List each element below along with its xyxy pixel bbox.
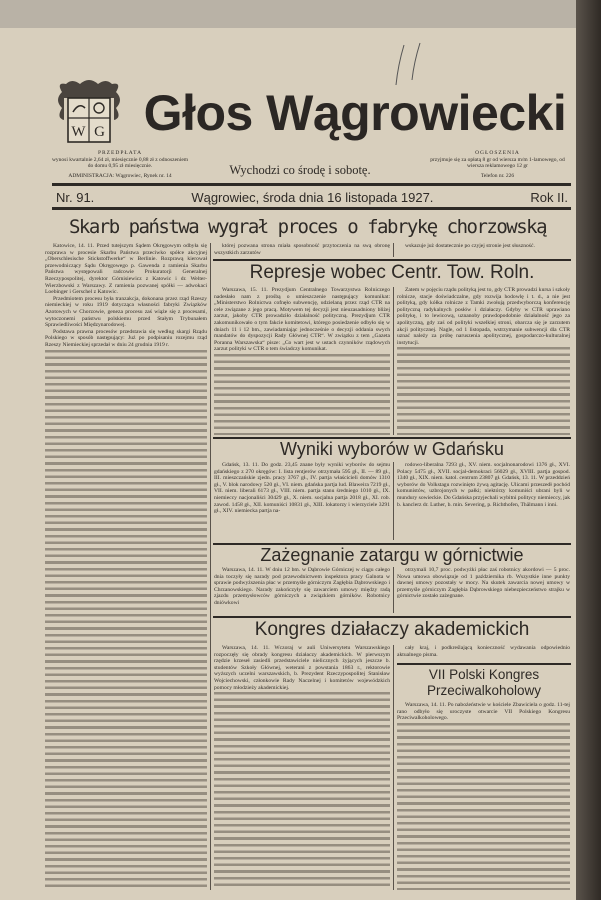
article-paragraph: Podstawa prawna procesów przedstawia się według skargi Rządu Polskiego w sposób następujący: Już po podpisaniu rozejmu rząd Rzeszy Niemieckiej sprzedał w dniu 24 grudnia 1919 r. bbox=[45, 328, 207, 348]
headline-skarb: Skarb państwa wygrał proces o fabrykę chorzowską bbox=[68, 216, 547, 238]
article-paragraph: otrzymali 10,7 proc. podwyżki płac zaś robotnicy akordowi — 5 proc. Nowa umowa obowiązuje od 1 października rb. Wszystkie inne punkty dawnej umowy pozostały w mocy. Na skutek zawarcia nowej umowy w przemyśle górniczym Zagłębia Dąbrowskiego niebezpieczeństwo strajku w górnictwie zostało zażegnane. bbox=[397, 567, 570, 600]
svg-text:W: W bbox=[71, 124, 86, 140]
administration-address: ADMINISTRACJA: Wągrowiec, Rynek nr. 14 bbox=[68, 172, 172, 179]
column-divider bbox=[393, 462, 394, 540]
publication-frequency: Wychodzi co środę i sobotę. bbox=[229, 163, 371, 177]
illegible-text bbox=[397, 723, 570, 890]
article-alkohol-column bbox=[397, 702, 570, 890]
article-paragraph: Przedmiotem procesu była tranzakcja, dokonana przez rząd Rzeszy niemieckiej w roku 1919 dotycząca własności fabryki Związków Azotowych w Chorzowie, geneza procesu zaś wiąże się z procesami, wytoczonemi państwu polskiemu przed Stałym Trybunałem Sprawiedliwości Międzynarodowej. bbox=[45, 295, 207, 329]
issue-place-date: Wągrowiec, środa dnia 16 listopada 1927. bbox=[191, 190, 434, 205]
ads-text: przyjmuje się za opłatą 8 gr od wiersza m/m 1-lamowego, od wiersza reklamowego 12 gr bbox=[430, 156, 565, 169]
scan-right-edge bbox=[576, 0, 601, 900]
issue-line bbox=[56, 190, 568, 205]
illegible-text bbox=[214, 692, 390, 890]
article-kongres-col2 bbox=[397, 645, 570, 659]
article-skarb-continuation bbox=[397, 243, 570, 257]
article-wyniki-col1 bbox=[214, 462, 390, 540]
article-wyniki-col2 bbox=[397, 462, 570, 540]
article-zazegnanie-col1 bbox=[214, 567, 390, 613]
issue-rule bbox=[52, 207, 571, 210]
town-crest-logo bbox=[54, 78, 124, 144]
article-paragraph: Zatem w pojęciu rządu polityką jest to, gdy CTR prowadzi kursa i szkoły rolnicze, stacje doświadczalne, gdy rozwija hodowlę i t. d., a nie jest polityką, gdy kółka rolnicze z Tamki zwołują przedwyborczą konferencję polityczną radykalnych posłów i działaczy. Gdyby w CTR uprawiano politykę, i to lewicową, uznanoby prawdopodobnie działalność jego za apolityczną, gdy zaś od polityki wszelkiej stroni, obarcza się je zarzutem akcji politycznej. Nagle, od 1 listopada, wstrzymanie subwencji dla CTR uznać należy za próbę naruszenia apolitycznej, gospodarczo-kulturalnej instytucji. bbox=[397, 287, 570, 346]
article-represje-col2 bbox=[397, 287, 570, 435]
phone-number: Telefon nr. 226 bbox=[480, 172, 515, 179]
section-rule bbox=[397, 663, 571, 665]
column-divider bbox=[210, 243, 211, 890]
article-paragraph: Katowice, 14. 11. Przed tutejszym Sądem Okręgowym odbyła się rozprawa w procesie Skarbu Państwa przeciwko spółce akcyjnej „Oberschlesische Stickstoffwerke“ w Berlinie. Rozprawą kierował przewodniczący Sądu Okręgowego p. Gawenda z ramienia Skarbu Państwa występowali radcowie Prokuratorji Generalnej Rzeczypospolitej, dyrektor Górnisiewicz z Katowic i dr. Welter-Wierzbowski z Warszawy. Z ramienia pozwanej spółki — adwokaci Loebinger i Gerschel z Katowic. bbox=[45, 243, 207, 296]
illegible-text bbox=[214, 354, 390, 435]
illegible-text bbox=[397, 347, 570, 435]
article-paragraph: Gdańsk, 13. 11. Do godz. 23,45 znane były wyniki wyborów do sejmu gdańskiego z 270 okręgów: I. lista rentjerów otrzymała 595 gł., II. — 89 gł., III. mieszczańskie zjedn. pracy 3767 gł., IV. partja właścicieli domów 1310 gł., V. blok narodowy 520 gł., VI. niem. gdańska partja lud. Blaweira 7219 gł., VII. niem. liberali 6173 gł., VIII. niem. partja stanu średniego 1010 gł., IX. niemieccy nacjonaliści 30429 gł., X. niem. socjalna partja 2018 gł., XI. rob. zawod. 1458 gł., XII. komuniści 10831 gł., XIII. lokatorzy i wierzyciele 3291 gł., XIV. niemiecka partja na- bbox=[214, 462, 390, 515]
newspaper-title: Głos Wągrowiecki bbox=[143, 85, 567, 141]
headline-alkohol bbox=[397, 667, 571, 699]
article-skarb-column bbox=[45, 243, 207, 890]
column-divider bbox=[393, 287, 394, 435]
advertising-info bbox=[425, 150, 570, 179]
svg-text:G: G bbox=[94, 124, 105, 140]
article-paragraph: Warszawa, 14. 11. Po nabożeństwie w kościele Zbawiciela o godz. 11-tej rano odbyło się uroczyste otwarcie VII Polskiego Kongresu Przeciwalkoholowego. bbox=[397, 702, 570, 722]
article-paragraph: Warszawa, 14. 11. Wczoraj w auli Uniwersytetu Warszawskiego rozpoczęły się obrady kongresu działaczy akademickich. W pierwszym rzędzie krzeseł zasiedli przedstawiciele nielicznych żyjących jeszcze b. studentów Szkoły Głównej, weterani z powstania 1863 r., rektorowie wyższych uczelni warszawskich, b. Prezydent Rzeczypospolitej Stanisław Wojciechowski, członkowie Rady Naczelnej i komitetów wojewódzkich pomocy młodzieży akademickiej. bbox=[214, 645, 390, 691]
article-paragraph: Warszawa, 15. 11. Prezydjum Centralnego Towarzystwa Rolniczego nadesłało nam z prośbą o umieszczenie następujący komunikat: „Ministerstwo Rolnictwa cofnęło subwencję, udzielaną przez rząd CTR na cele związane z jego pracą. Motywem tej decyzji jest nieuzasadniony bliżej zarzut, jakoby CTR prowadziło działalność polityczną. Prezydjum CTR zakomunikowało o tym fakcie komitetowi, którego posiedzenie odbyło się w dniach 11 i 12 bm., zawiadamiając jednocześnie o decyzji oddania swych mandatów do dyspozycji Rady Głównej CTR“. W związku z tem „Gazeta Poranna Warszawska“ pisze: „Co wart jest w ustach czynników rządowych zarzut polityki w CTR o tem świadczy komunikat. bbox=[214, 287, 390, 353]
article-paragraph: Warszawa, 14. 11. W dniu 12 bm. w Dąbrowie Górniczej w ciągu całego dnia toczyły się narady pod przewodnictwem inspektora pracy Galnota w sprawie podwyższenia płac w przemyśle górniczym Zagłębia Dąbrowskiego i Chrzanowskiego. Narady zakończyły się zawarciem umowy między radą zjazdu przemysłowców górniczych a związkiem górników. Robotnicy dniówkowi bbox=[214, 567, 390, 606]
headline-kongres: Kongres działaczy akademickich bbox=[254, 619, 530, 640]
headline-line: Przeciwalkoholowy bbox=[426, 683, 542, 698]
article-paragraph: wskazuje już dostatecznie po czyjej stronie jest słuszność. bbox=[405, 243, 535, 249]
article-paragraph: której pozwana strona miała sposobność przytoczenia na swą obronę wszystkich zarzutów bbox=[214, 243, 390, 256]
ads-heading: OGŁOSZENIA bbox=[475, 150, 520, 156]
subscription-heading: PRZEDPŁATA bbox=[97, 150, 143, 156]
section-rule bbox=[213, 259, 571, 261]
headline-wyniki: Wyniki wyborów w Gdańsku bbox=[280, 439, 504, 459]
article-zazegnanie-col2 bbox=[397, 567, 570, 613]
article-skarb-continuation bbox=[214, 243, 390, 257]
masthead-rule bbox=[52, 183, 571, 186]
illegible-text bbox=[45, 350, 207, 891]
issue-year: Rok II. bbox=[530, 190, 568, 205]
headline-zazegnanie: Zażegnanie zatargu w górnictwie bbox=[260, 545, 524, 565]
subscription-text: wynosi kwartalnie 2,64 zł, miesięcznie 0,88 zł z odnoszeniem do domu 0,95 zł miesięcznie. bbox=[51, 156, 189, 169]
column-divider bbox=[393, 645, 394, 890]
scan-top-margin bbox=[0, 0, 601, 30]
section-rule bbox=[213, 616, 571, 618]
column-divider bbox=[393, 243, 394, 257]
article-kongres-col1 bbox=[214, 645, 390, 890]
article-represje-col1 bbox=[214, 287, 390, 435]
article-paragraph: cały kraj, i podkreślającą konieczność wydawania odpowiednio aktualnego pisma. bbox=[397, 645, 570, 658]
column-divider bbox=[393, 567, 394, 613]
headline-line: VII Polski Kongres bbox=[428, 667, 540, 682]
issue-number: Nr. 91. bbox=[56, 190, 95, 205]
article-paragraph: rodowo-liberalna 7293 gł., XV. niem. socjalnonarodowi 1376 gł., XVI. Polacy 5475 gł., XVII. socjal-demokraci 56029 gł., XVIII. partja gospod. 1340 gł., XIX. niem. katol. centrum 23807 gł. Gdańsk, 13. 11. W przeddzień wyborów do Volkstagu rozwinięto żywą agitację. Ulicami przeszedł pochód komunistów, uzbrojonych w pałki; niektórzy komuniści ubrani byli w mundury sowieckie. Do Gdańska przyjechali wybitni politycy niemieccy, jak b. kanclerz dr. Luther, b. min. Severing, p. Richthofen, Thälmann i inni. bbox=[397, 462, 570, 508]
headline-represje: Represje wobec Centr. Tow. Roln. bbox=[249, 262, 535, 283]
